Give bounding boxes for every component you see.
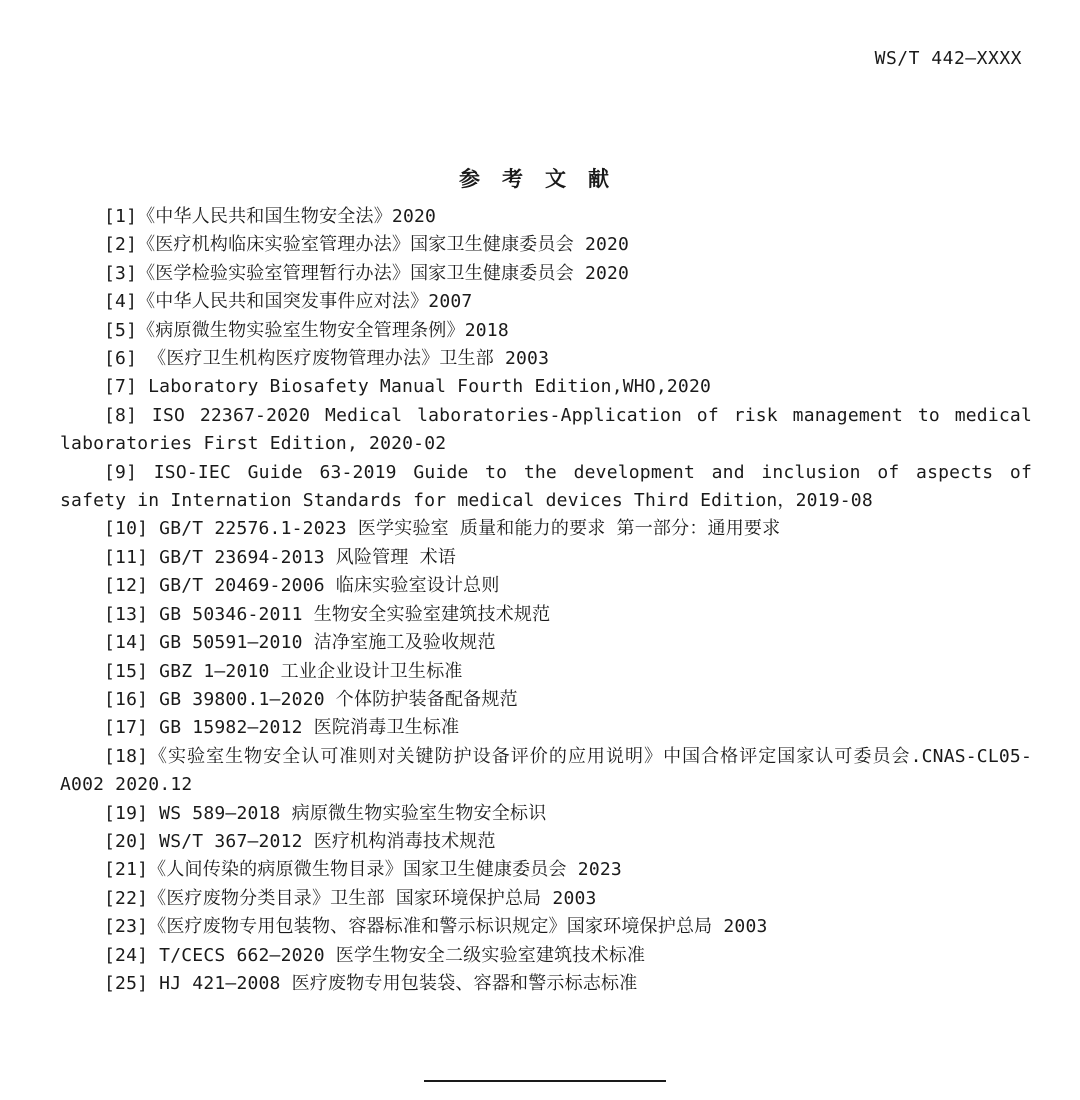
reference-item: [1]《中华人民共和国生物安全法》2020 (104, 206, 437, 227)
reference-item: [14] GB 50591—2010 洁净室施工及验收规范 (104, 632, 496, 654)
reference-item: [7] Laboratory Biosafety Manual Fourth Edition,WHO,2020 (104, 376, 712, 398)
reference-item: [2]《医疗机构临床实验室管理办法》国家卫生健康委员会 2020 (104, 234, 630, 256)
reference-item: [3]《医学检验实验室管理暂行办法》国家卫生健康委员会 2020 (104, 262, 630, 284)
reference-item: [16] GB 39800.1—2020 个体防护装备配备规范 (104, 688, 518, 710)
reference-item: [11] GB/T 23694-2013 风险管理 术语 (104, 546, 457, 568)
reference-item: [5]《病原微生物实验室生物安全管理条例》2018 (104, 319, 509, 341)
reference-item: [17] GB 15982—2012 医院消毒卫生标准 (104, 717, 460, 739)
section-title: 参考文献 (459, 167, 631, 191)
reference-item: [18]《实验室生物安全认可准则对关键防护设备评价的应用说明》中国合格评定国家认可委员会.CNAS-CL05-A002 2020.12 (60, 745, 1032, 796)
reference-item: [23]《医疗废物专用包装物、容器标准和警示标识规定》国家环境保护总局 2003 (104, 916, 768, 938)
document-code: WS/T 442—XXXX (874, 48, 1022, 69)
reference-item: [9] ISO-IEC Guide 63-2019 Guide to the development and inclusion of aspects of safety in Internation Standards for medical devices Third Edition，2019-08 (60, 461, 1032, 512)
reference-item: [10] GB/T 22576.1-2023 医学实验室 质量和能力的要求 第一部分：通用要求 (104, 518, 781, 540)
reference-item: [22]《医疗废物分类目录》卫生部 国家环境保护总局 2003 (104, 887, 597, 909)
reference-item: [19] WS 589—2018 病原微生物实验室生物安全标识 (104, 802, 547, 824)
reference-item: [20] WS/T 367—2012 医疗机构消毒技术规范 (104, 830, 496, 852)
reference-item: [12] GB/T 20469-2006 临床实验室设计总则 (104, 575, 500, 597)
reference-list (60, 203, 1032, 998)
reference-item: [4]《中华人民共和国突发事件应对法》2007 (104, 291, 473, 313)
footer-divider (424, 1080, 666, 1082)
reference-item: [13] GB 50346-2011 生物安全实验室建筑技术规范 (104, 603, 551, 625)
reference-item: [21]《人间传染的病原微生物目录》国家卫生健康委员会 2023 (104, 859, 622, 881)
reference-item: [6] 《医疗卫生机构医疗废物管理办法》卫生部 2003 (104, 348, 550, 370)
reference-item: [15] GBZ 1—2010 工业企业设计卫生标准 (104, 660, 463, 682)
reference-item: [25] HJ 421—2008 医疗废物专用包装袋、容器和警示标志标准 (104, 972, 638, 994)
reference-item: [8] ISO 22367-2020 Medical laboratories-Application of risk management to medical laboratories First Edition, 2020-02 (60, 404, 1032, 455)
reference-item: [24] T/CECS 662—2020 医学生物安全二级实验室建筑技术标准 (104, 944, 646, 966)
